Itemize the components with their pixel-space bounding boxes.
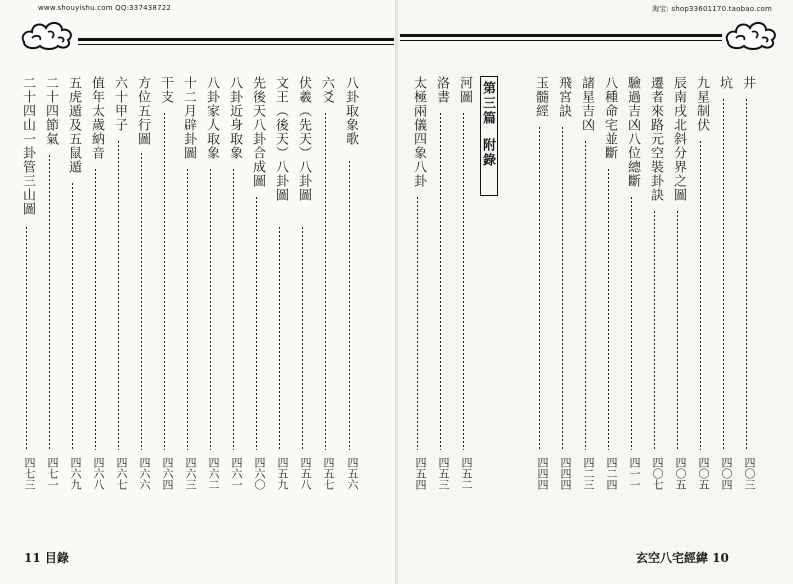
- toc-entry-page: 四六六: [138, 457, 151, 490]
- toc-entry-page: 四二四: [605, 457, 618, 490]
- header-rule-right-thin: [400, 40, 722, 41]
- leader-dots: [95, 168, 96, 450]
- toc-entry-title: 二十四節氣: [43, 76, 58, 146]
- leader-dots: [562, 126, 563, 450]
- cloud-ornament-icon: [722, 16, 780, 52]
- toc-entry-page: 四六八: [92, 457, 105, 490]
- leader-dots: [585, 140, 586, 450]
- toc-entry-title: 八種命宅並斷: [602, 76, 617, 160]
- header-rule-left-thin: [78, 44, 394, 45]
- cloud-ornament-icon: [18, 16, 76, 52]
- leader-dots: [654, 210, 655, 450]
- leader-dots: [187, 168, 188, 450]
- section-name: 附錄: [480, 138, 495, 168]
- toc-entry-title: 方位五行圖: [135, 76, 150, 146]
- page-footer-left: 11 目錄: [24, 551, 69, 565]
- toc-entry-page: 四六二: [207, 457, 220, 490]
- toc-entry-page: 四四四: [536, 457, 549, 490]
- toc-entry-title: 洛書: [434, 76, 449, 104]
- toc-entry-page: 四七一: [46, 457, 59, 490]
- header-rule-left: [78, 38, 394, 41]
- leader-dots: [440, 112, 441, 450]
- toc-entry-title: 伏羲（先天）八卦圖: [296, 76, 311, 202]
- toc-entry-title: 六爻: [319, 76, 334, 104]
- toc-entry-page: 四六七: [115, 457, 128, 490]
- toc-entry-title: 辰南戌北斜分界之圖: [671, 76, 686, 202]
- toc-entry-title: 太極兩儀四象八卦: [411, 76, 426, 188]
- leader-dots: [49, 154, 50, 450]
- leader-dots: [302, 226, 303, 450]
- leader-dots: [72, 182, 73, 450]
- leader-dots: [417, 196, 418, 450]
- page-footer-right: 玄空八宅經緯 10: [636, 551, 729, 565]
- leader-dots: [539, 126, 540, 450]
- toc-entry-title: 八卦取象歌: [343, 76, 358, 146]
- toc-entry-title: 干支: [158, 76, 173, 104]
- leader-dots: [118, 140, 119, 450]
- toc-entry-page: 四〇四: [720, 457, 733, 490]
- leader-dots: [746, 98, 747, 450]
- toc-entry-title: 九星制伏: [694, 76, 709, 132]
- toc-entry-page: 四五四: [414, 457, 427, 490]
- toc-entry-page: 四七三: [23, 457, 36, 490]
- toc-entry-page: 四六〇: [253, 457, 266, 490]
- toc-entry-title: 諸星吉凶: [579, 76, 594, 132]
- toc-entry-title: 二十四山一卦管三山圖: [20, 76, 35, 216]
- toc-entry-page: 四五七: [322, 457, 335, 490]
- leader-dots: [463, 112, 464, 450]
- toc-entry-page: 四五八: [299, 457, 312, 490]
- toc-entry-title: 井: [740, 76, 755, 90]
- toc-entry-page: 四六一: [230, 457, 243, 490]
- toc-entry-title: 文王（後天）八卦圖: [273, 76, 288, 202]
- toc-entry-page: 四六九: [69, 457, 82, 490]
- toc-entry-page: 四六四: [161, 457, 174, 490]
- toc-entry-page: 四〇七: [651, 457, 664, 490]
- toc-entry-page: 四五二: [460, 457, 473, 490]
- leader-dots: [279, 226, 280, 450]
- leader-dots: [256, 196, 257, 450]
- toc-entry-page: 四〇五: [674, 457, 687, 490]
- toc-entry-title: 八卦近身取象: [227, 76, 242, 160]
- leader-dots: [233, 168, 234, 450]
- toc-entry-title: 六十甲子: [112, 76, 127, 132]
- toc-entry-page: 四一一: [628, 457, 641, 490]
- toc-entry-page: 四五九: [276, 457, 289, 490]
- leader-dots: [210, 168, 211, 450]
- toc-entry-title: 遷者來路元空裝卦訣: [648, 76, 663, 202]
- toc-entry-title: 十二月辟卦圖: [181, 76, 196, 160]
- toc-entry-page: 四〇三: [743, 457, 756, 490]
- leader-dots: [723, 98, 724, 450]
- leader-dots: [164, 112, 165, 450]
- leader-dots: [349, 160, 350, 450]
- toc-entry-page: 四五六: [346, 457, 359, 490]
- toc-entry-page: 四六三: [184, 457, 197, 490]
- toc-entry-title: 坑: [717, 76, 732, 90]
- toc-entry-title: 玉髓經: [533, 76, 548, 118]
- leader-dots: [700, 140, 701, 450]
- toc-entry-title: 五虎遁及五鼠遁: [66, 76, 81, 174]
- header-left-text: www.shouyishu.com QQ:337438722: [38, 4, 172, 12]
- header-right-text: 淘宝: shop33601170.taobao.com: [652, 5, 773, 13]
- section-label: 第三篇: [480, 81, 495, 126]
- toc-entry-page: 四二三: [582, 457, 595, 490]
- toc-entry-title: 八卦家人取象: [204, 76, 219, 160]
- left-page: [0, 0, 396, 584]
- toc-entry-title: 飛宮訣: [556, 76, 571, 118]
- leader-dots: [631, 196, 632, 450]
- leader-dots: [677, 210, 678, 450]
- header-rule-right: [400, 34, 722, 37]
- toc-entry-title: 河圖: [457, 76, 472, 104]
- toc-entry-page: 四四四: [559, 457, 572, 490]
- toc-entry-page: 四〇五: [697, 457, 710, 490]
- toc-entry-title: 驗過吉凶八位總斷: [625, 76, 640, 188]
- toc-entry-title: 先後天八卦合成圖: [250, 76, 265, 188]
- leader-dots: [141, 152, 142, 450]
- leader-dots: [608, 168, 609, 450]
- book-gutter: [395, 0, 398, 584]
- toc-entry-page: 四五三: [437, 457, 450, 490]
- leader-dots: [26, 226, 27, 450]
- toc-entry-title: 值年太歲納音: [89, 76, 104, 160]
- section-heading: [480, 76, 498, 196]
- leader-dots: [325, 112, 326, 450]
